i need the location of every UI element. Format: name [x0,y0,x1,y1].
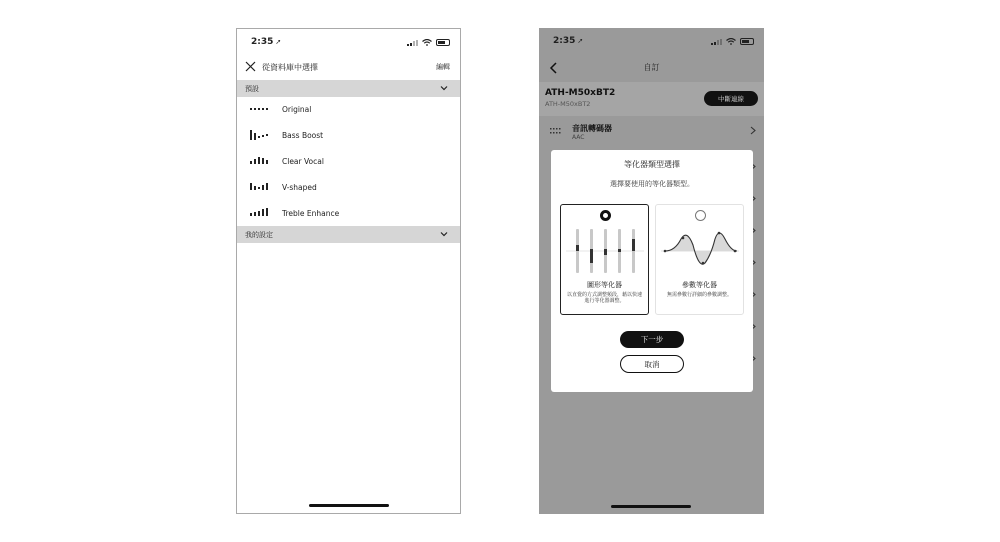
home-indicator[interactable] [309,504,389,507]
preset-label: V-shaped [282,183,317,192]
eq-original-icon [249,104,271,114]
preset-item-clear-vocal[interactable] [237,149,460,175]
wifi-icon [726,38,736,45]
radio-unselected[interactable] [695,210,706,221]
section-presets-label: 預設 [245,85,259,93]
status-icons [407,39,450,46]
codec-icon [550,128,561,134]
page-title: 自訂 [643,63,660,72]
left-phone-screen [236,28,461,514]
parametric-eq-curve-icon [661,225,739,277]
cancel-button[interactable]: 取消 [620,355,684,373]
status-bar [237,29,460,57]
right-phone-screen [539,28,764,514]
disconnect-button[interactable]: 中斷連線 [704,91,758,106]
signal-icon [407,40,418,46]
option-description: 無需參數行詳細的參數調整。 [666,292,732,298]
status-time [553,36,583,46]
edit-button[interactable]: 編輯 [436,63,450,71]
option-title: 參數等化器 [682,281,717,289]
device-panel [539,82,764,116]
next-button[interactable]: 下一步 [620,331,684,348]
preset-item-treble-enhance[interactable] [237,201,460,227]
eq-treble-enhance-icon [249,208,271,218]
device-model: ATH-M50xBT2 [545,100,591,108]
codec-row[interactable] [539,118,764,144]
home-indicator[interactable] [611,505,691,508]
option-graphic-equalizer[interactable] [560,204,649,315]
header-bar [237,59,460,77]
preset-item-v-shaped[interactable] [237,175,460,201]
section-header-my-settings[interactable] [237,226,460,243]
status-icons [711,38,754,45]
section-header-presets[interactable] [237,80,460,97]
status-time [251,37,281,47]
device-name: ATH-M50xBT2 [545,88,616,98]
preset-label: Bass Boost [282,131,324,140]
section-my-settings-label: 我的設定 [245,231,273,239]
radio-selected[interactable] [600,210,611,221]
status-time-text: 2:35 [553,36,576,46]
dialog-subtitle: 選擇要使用的等化器類型。 [610,180,694,188]
preset-item-original[interactable] [237,97,460,123]
chevron-right-icon [750,126,756,135]
dialog-title: 等化器類型選擇 [624,160,680,169]
signal-icon [711,39,722,45]
chevron-down-icon [440,230,448,238]
battery-icon [740,38,754,45]
preset-label: Original [282,105,312,114]
status-time-text: 2:35 [251,37,274,47]
equalizer-type-dialog [551,150,753,392]
preset-label: Treble Enhance [282,209,340,218]
chevron-down-icon [440,84,448,92]
codec-title: 音訊轉碼器 [572,124,612,133]
eq-bass-boost-icon [249,130,271,140]
wifi-icon [422,39,432,46]
option-parametric-equalizer[interactable] [655,204,744,315]
graphic-eq-sliders-icon [566,225,644,277]
page-title: 從資料庫中選擇 [262,63,318,72]
option-title: 圖形等化器 [587,281,622,289]
status-bar [539,28,764,56]
location-icon: ➚ [275,38,282,46]
option-description: 以直覺的方式調整頻段，藉以快速進行等化器調整。 [566,292,642,304]
eq-v-shaped-icon [249,182,271,192]
battery-icon [436,39,450,46]
preset-item-bass-boost[interactable] [237,123,460,149]
close-icon[interactable] [245,61,256,72]
codec-value: AAC [572,134,585,141]
preset-label: Clear Vocal [282,157,324,166]
eq-clear-vocal-icon [249,156,271,166]
location-icon: ➚ [577,37,584,45]
